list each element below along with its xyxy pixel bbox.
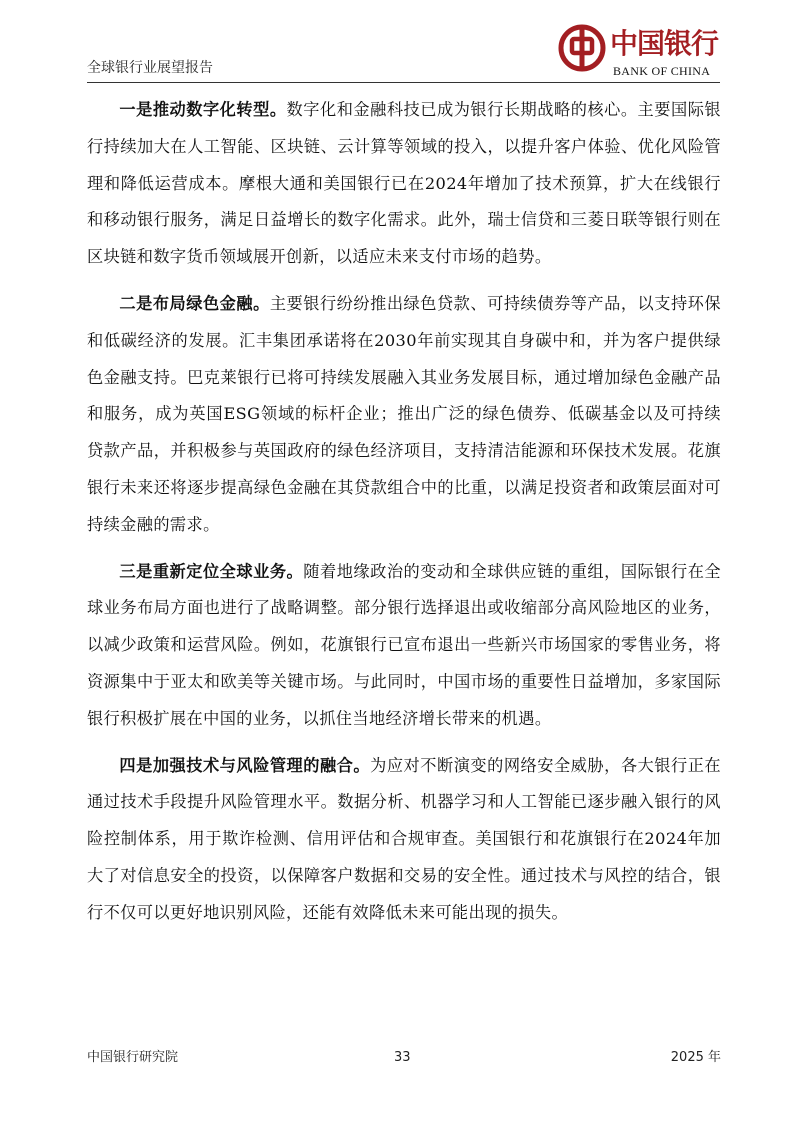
page-footer (87, 1048, 721, 1068)
paragraph-lead: 三是重新定位全球业务。 (119, 561, 304, 581)
paragraph-text: 为应对不断演变的网络安全威胁，各大银行正在通过技术手段提升风险管理水平。数据分析、机器学习和人工智能已逐步融入银行的风险控制体系，用于欺诈检测、信用评估和合规审查。美国银行和花旗银行在2024年加大了对信息安全的投资，以保障客户数据和交易的安全性。通过技术与风控的结合，银行不仅可以更好地识别风险，还能有效降低未来可能出现的损失。 (87, 755, 722, 922)
bank-logo (558, 24, 720, 80)
report-body (87, 92, 721, 942)
page-header (87, 0, 720, 85)
footer-institute: 中国银行研究院 (87, 1050, 179, 1065)
header-divider (87, 82, 720, 83)
footer-year: 2025 年 (670, 1050, 721, 1065)
paragraph-text: 数字化和金融科技已成为银行长期战略的核心。主要国际银行持续加大在人工智能、区块链、云计算等领域的投入，以提升客户体验、优化风险管理和降低运营成本。摩根大通和美国银行已在2024年增加了技术预算，扩大在线银行和移动银行服务，满足日益增长的数字化需求。此外，瑞士信贷和三菱日联等银行则在区块链和数字货币领域展开创新，以适应未来支付市场的趋势。 (87, 100, 722, 267)
paragraph-green-finance (87, 286, 721, 544)
paragraph-lead: 四是加强技术与风险管理的融合。 (119, 755, 371, 775)
header-title: 全球银行业展望报告 (87, 60, 213, 76)
logo-chinese-name: 中国银行 (610, 27, 719, 60)
paragraph-global-repositioning (87, 554, 721, 738)
paragraph-text: 主要银行纷纷推出绿色贷款、可持续债券等产品，以支持环保和低碳经济的发展。汇丰集团承诺将在2030年前实现其自身碳中和，并为客户提供绿色金融支持。巴克莱银行已将可持续发展融入其业务发展目标，通过增加绿色金融产品和服务，成为英国ESG领域的标杆企业；推出广泛的绿色债券、低碳基金以及可持续贷款产品，并积极参与英国政府的绿色经济项目，支持清洁能源和环保技术发展。花旗银行未来还将逐步提高绿色金融在其贷款组合中的比重，以满足投资者和政策层面对可持续金融的需求。 (87, 293, 721, 534)
paragraph-lead: 二是布局绿色金融。 (119, 293, 270, 313)
page-number: 33 (394, 1050, 411, 1065)
logo-english-name: BANK OF CHINA (613, 64, 711, 78)
paragraph-text: 随着地缘政治的变动和全球供应链的重组，国际银行在全球业务布局方面也进行了战略调整。部分银行选择退出或收缩部分高风险地区的业务，以减少政策和运营风险。例如，花旗银行已宣布退出一些新兴市场国家的零售业务，将资源集中于亚太和欧美等关键市场。与此同时，中国市场的重要性日益增加，多家国际银行积极扩展在中国的业务，以抓住当地经济增长带来的机遇。 (87, 561, 722, 728)
paragraph-digital-transformation (87, 92, 721, 276)
paragraph-lead: 一是推动数字化转型。 (119, 100, 287, 119)
bank-of-china-emblem-icon (558, 24, 606, 72)
paragraph-tech-risk-integration (87, 748, 721, 932)
